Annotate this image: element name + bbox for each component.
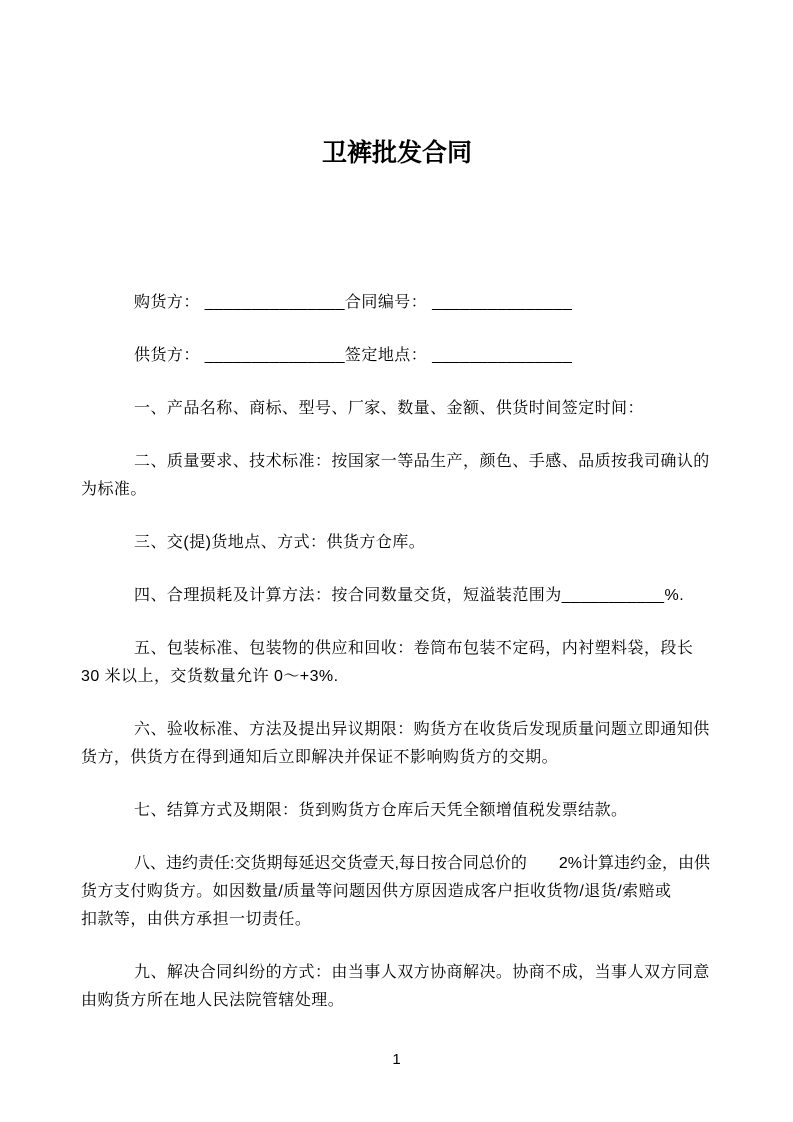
text-line: 货方，供货方在得到通知后立即解决并保证不影响购货方的交期。 — [81, 749, 559, 766]
text-line: 五、包装标准、包装物的供应和回收：卷筒布包装不定码，内衬塑料袋，段长 — [134, 640, 694, 657]
text-line: 30 米以上，交货数量允许 0～+3%. — [81, 668, 339, 685]
buyer-and-contract-number-row — [81, 289, 713, 317]
text-line: 为标准。 — [81, 481, 147, 498]
text-line: 七、结算方式及期限：货到购货方仓库后天凭全额增值税发票结款。 — [134, 802, 628, 819]
clause-7-settlement — [81, 797, 713, 825]
text-line: 扣款等，由供方承担一切责任。 — [81, 911, 312, 928]
text-line: 九、解决合同纠纷的方式：由当事人双方协商解决。协商不成，当事人双方同意 — [134, 964, 710, 981]
text-line: 购货方： _______________合同编号： _______________ — [134, 294, 573, 311]
text-line: 二、质量要求、技术标准：按国家一等品生产，颜色、手感、品质按我司确认的 — [134, 453, 710, 470]
text-line: 四、合理损耗及计算方法：按合同数量交货，短溢装范围为___________%. — [134, 587, 685, 604]
supplier-and-signing-place-row — [81, 342, 713, 370]
text-line: 由购货方所在地人民法院管辖处理。 — [81, 992, 345, 1009]
clause-8-breach-liability — [81, 850, 713, 934]
document-title: 卫裤批发合同 — [321, 139, 472, 167]
clause-4-reasonable-loss — [81, 582, 713, 610]
page-number: 1 — [392, 1051, 401, 1068]
clause-1-product-info — [81, 395, 713, 423]
text-line: 一、产品名称、商标、型号、厂家、数量、金额、供货时间签定时间： — [134, 400, 644, 417]
text-line: 供货方： _______________签定地点： _______________ — [134, 347, 573, 364]
text-line: 八、违约责任:交货期每延迟交货壹天,每日按合同总价的 2%计算违约金，由供 — [134, 855, 711, 872]
text-line: 货方支付购货方。如因数量/质量等问题因供方原因造成客户拒收货物/退货/索赔或 — [81, 883, 672, 900]
text-line: 六、验收标准、方法及提出异议期限：购货方在收货后发现质量问题立即通知供 — [134, 721, 710, 738]
clause-2-quality-standard — [81, 448, 713, 504]
clause-6-acceptance-standard — [81, 716, 713, 772]
clause-9-dispute-resolution — [81, 959, 713, 1015]
text-line: 三、交(提)货地点、方式：供货方仓库。 — [134, 534, 426, 551]
clause-3-delivery-place — [81, 529, 713, 557]
clause-5-packaging-standard — [81, 635, 713, 691]
